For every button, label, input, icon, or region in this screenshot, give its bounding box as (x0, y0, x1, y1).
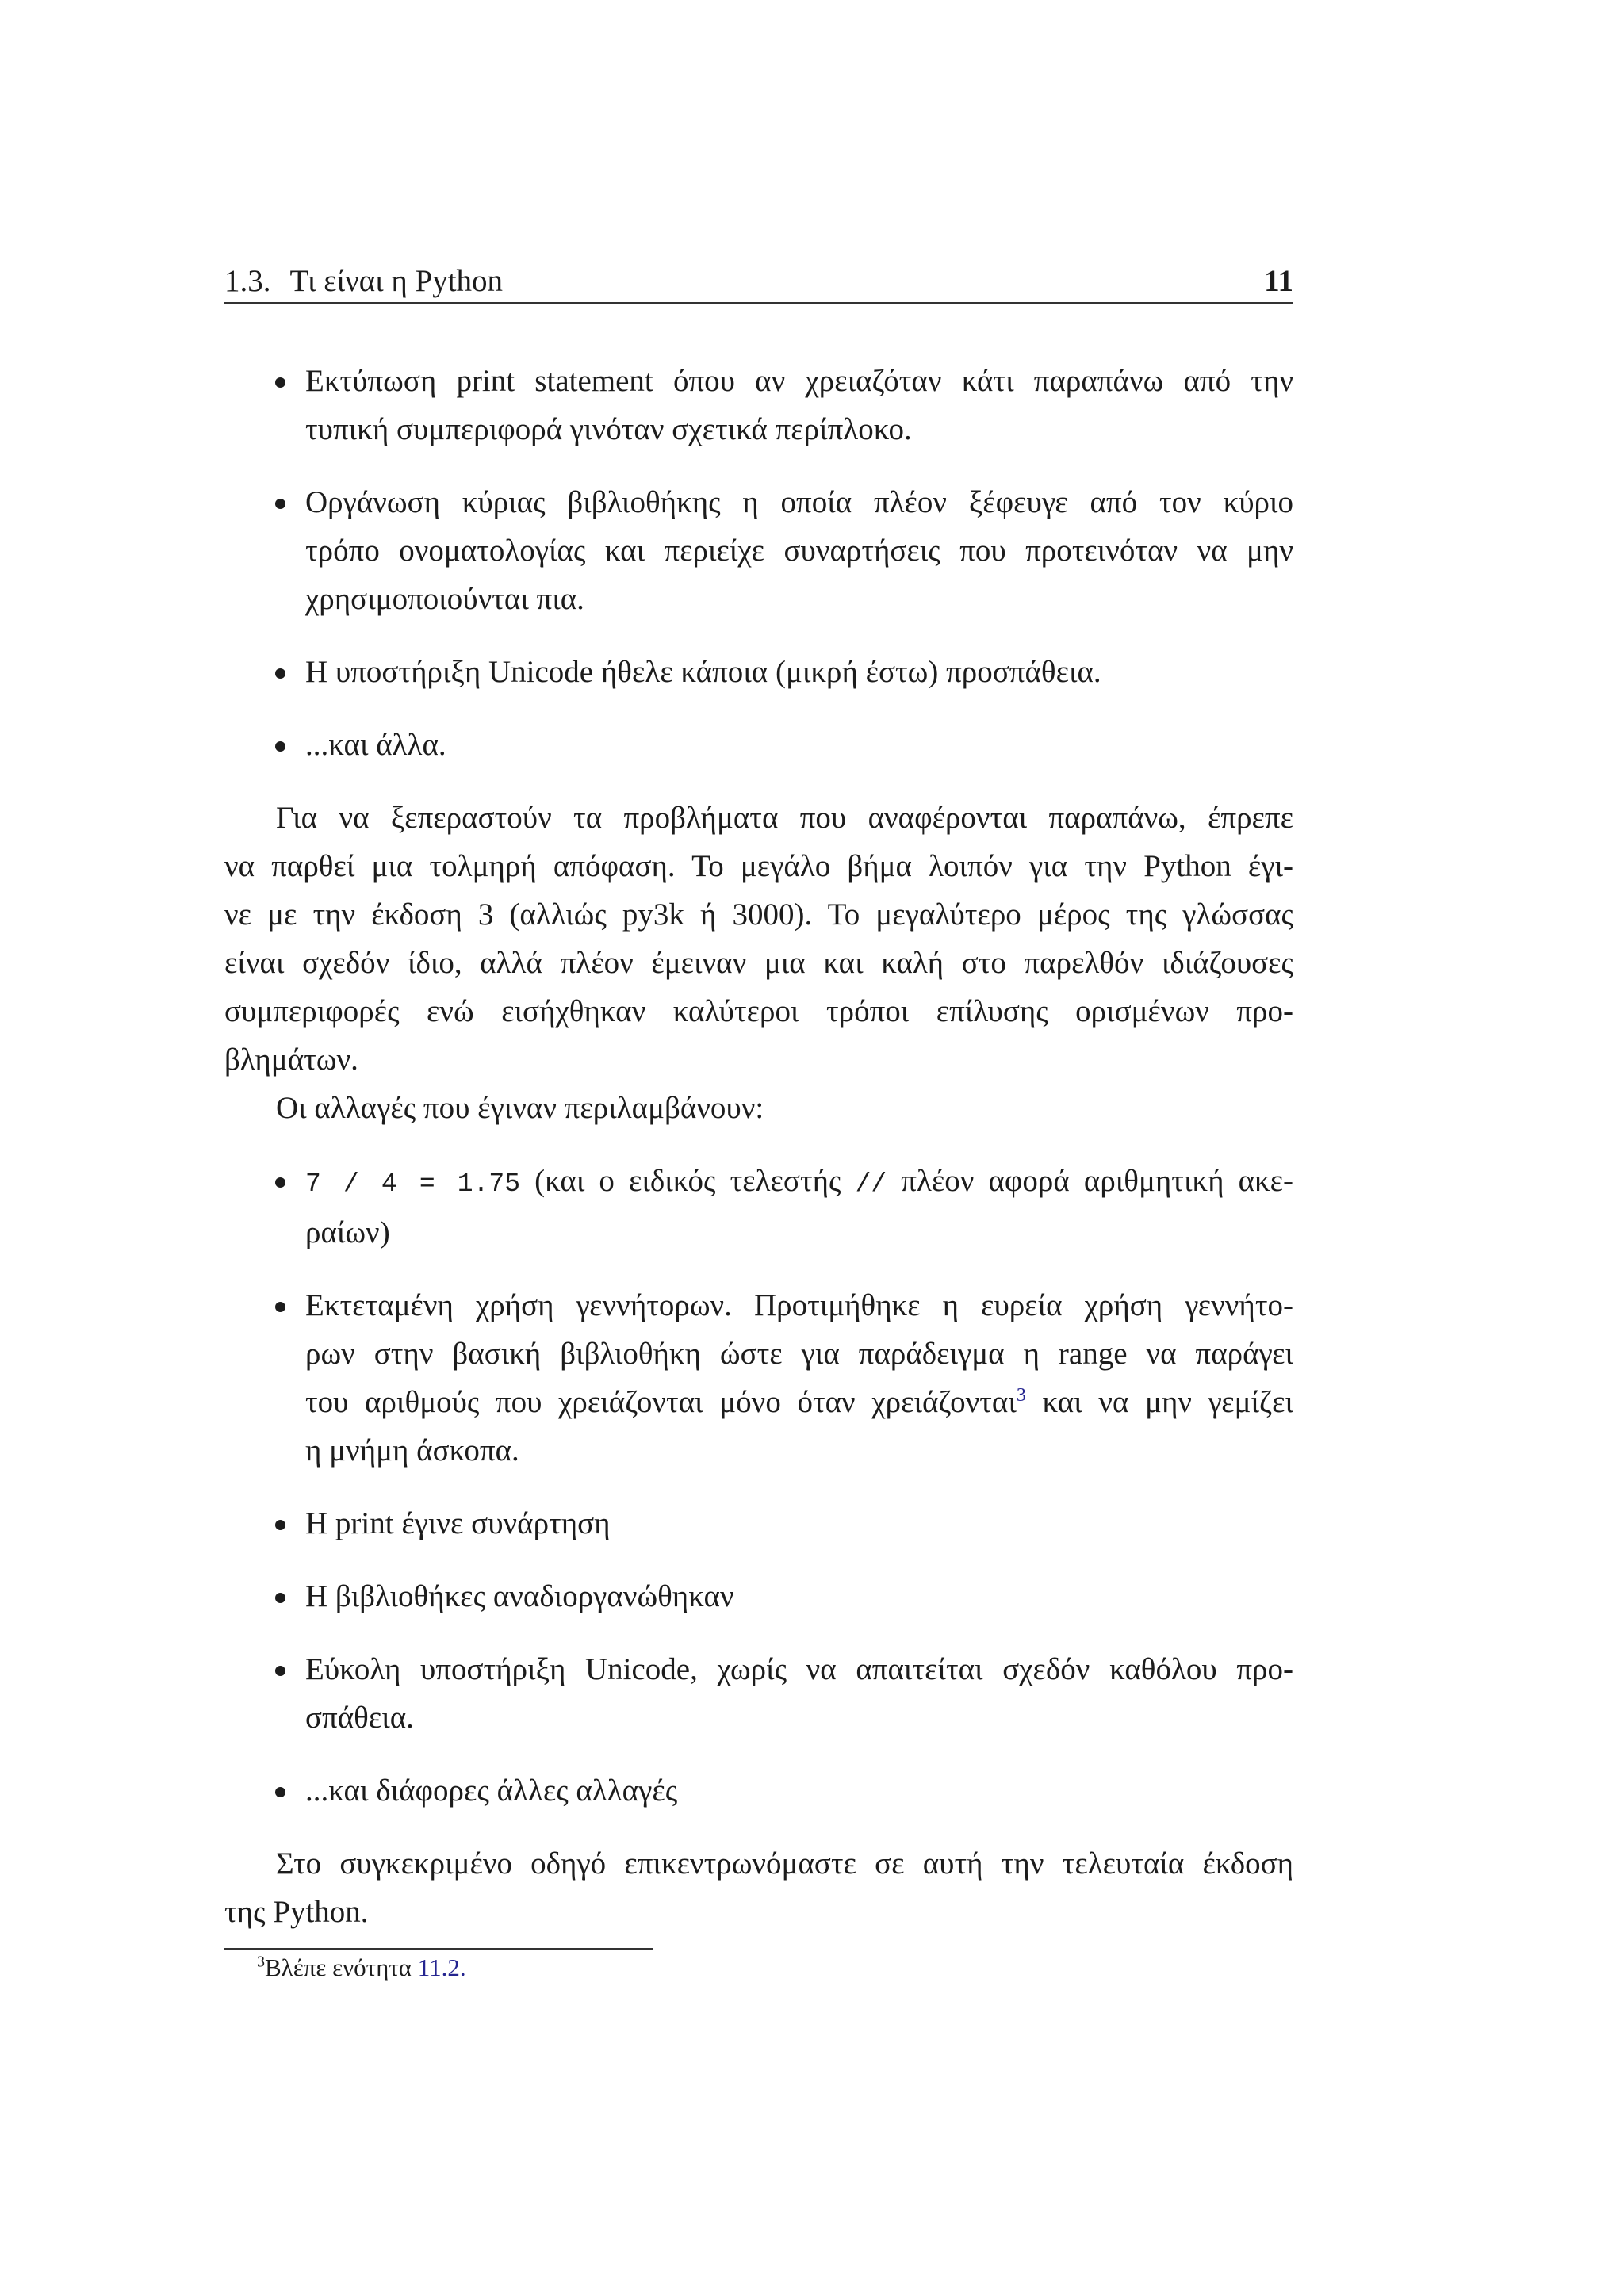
text-segment: (και ο ειδικός τελεστής (534, 1164, 841, 1198)
text-line (305, 1157, 1293, 1208)
bullet-icon (275, 499, 285, 509)
list-item (224, 478, 1293, 623)
code-operator: // (855, 1169, 887, 1199)
text-line: της Python. (224, 1895, 369, 1929)
bullet-icon (275, 1593, 285, 1603)
text-line: είναι σχεδόν ίδιο, αλλά πλέον έμειναν μια και καλή στο παρελθόν ιδιάζουσες (224, 946, 1293, 980)
section-title: Τι είναι η Python (289, 264, 504, 298)
bullet-icon (275, 1666, 285, 1676)
footnote-rule (224, 1948, 653, 1950)
list-item (224, 1281, 1293, 1475)
text-line: να παρθεί μια τολμηρή απόφαση. Το μεγάλο βήμα λοιπόν για την Python έγι- (224, 849, 1293, 883)
footnote-text: Βλέπε ενότητα (265, 1954, 412, 1981)
list-item (224, 357, 1293, 453)
list-item (224, 1572, 1293, 1621)
text-line: ρων στην βασική βιβλιοθήκη ώστε για παράδειγμα η range να παράγει (305, 1337, 1293, 1371)
bullet-icon (275, 1787, 285, 1797)
footnote-link[interactable]: 3 (1016, 1385, 1026, 1406)
bullet-icon (275, 1177, 285, 1188)
text-line: ...και άλλα. (305, 728, 446, 762)
text-line: Οργάνωση κύριας βιβλιοθήκης η οποία πλέον ξέφευγε από τον κύριο (305, 485, 1293, 519)
text-line: συμπεριφορές ενώ εισήχθηκαν καλύτεροι τρόποι επίλυσης ορισμένων προ- (224, 994, 1293, 1028)
intro-paragraph (224, 794, 1293, 1084)
list-item (224, 648, 1293, 696)
closing-paragraph (224, 1839, 1293, 1936)
changes-list (224, 1157, 1293, 1815)
text-line: Η υποστήριξη Unicode ήθελε κάποια (μικρή έστω) προσπάθεια. (305, 655, 1101, 689)
footnote-number: 3 (257, 1953, 265, 1971)
text-line: Εκτύπωση print statement όπου αν χρειαζόταν κάτι παραπάνω από την (305, 364, 1293, 398)
text-line: Εύκολη υποστήριξη Unicode, χωρίς να απαιτείται σχεδόν καθόλου προ- (305, 1652, 1293, 1686)
text-line (305, 1378, 1293, 1426)
main-text (224, 357, 1293, 1936)
list-item (224, 1157, 1293, 1257)
text-line: τρόπο ονοματολογίας και περιείχε συναρτήσεις που προτεινόταν να μην (305, 534, 1293, 568)
header-rule (224, 302, 1293, 304)
text-line: Για να ξεπεραστούν τα προβλήματα που αναφέρονται παραπάνω, έπρεπε (276, 801, 1293, 835)
code-expression: 7 / 4 = 1.75 (305, 1169, 521, 1199)
section-number: 1.3. (224, 264, 271, 298)
text-line: Η print έγινε συνάρτηση (305, 1506, 611, 1540)
text-line: τυπική συμπεριφορά γινόταν σχετικά περίπλοκο. (305, 412, 912, 446)
text-line: Οι αλλαγές που έγιναν περιλαμβάνουν: (276, 1091, 764, 1125)
bullet-icon (275, 1302, 285, 1312)
list-item (224, 1499, 1293, 1548)
text-segment: του αριθμούς που χρειάζονται μόνο όταν χρειάζονται (305, 1385, 1017, 1419)
text-line: σπάθεια. (305, 1701, 414, 1735)
bullet-icon (275, 377, 285, 388)
text-line: η μνήμη άσκοπα. (305, 1433, 519, 1468)
text-line: Η βιβλιοθήκες αναδιοργανώθηκαν (305, 1579, 734, 1613)
list-item (224, 1766, 1293, 1815)
changes-intro-paragraph (224, 1084, 1293, 1132)
text-line: ραίων) (305, 1215, 390, 1249)
text-segment: πλέον αφορά αριθμητική ακε- (901, 1164, 1294, 1198)
text-line: Στο συγκεκριμένο οδηγό επικεντρωνόμαστε σε αυτή την τελευταία έκδοση (276, 1846, 1293, 1881)
page-number: 11 (1264, 264, 1293, 298)
text-line: νε με την έκδοση 3 (αλλιώς py3k ή 3000). Το μεγαλύτερο μέρος της γλώσσας (224, 897, 1293, 932)
list-item (224, 721, 1293, 769)
list-item (224, 1645, 1293, 1742)
bullet-icon (275, 668, 285, 679)
text-line: ...και διάφορες άλλες αλλαγές (305, 1774, 678, 1808)
section-reference-link[interactable]: 11.2. (417, 1954, 466, 1981)
text-line: βλημάτων. (224, 1043, 358, 1077)
problems-list (224, 357, 1293, 769)
bullet-icon (275, 741, 285, 752)
bullet-icon (275, 1520, 285, 1530)
running-header (224, 257, 1293, 305)
text-line: χρησιμοποιούνται πια. (305, 582, 584, 616)
text-line: Εκτεταμένη χρήση γεννήτορων. Προτιμήθηκε η ευρεία χρήση γεννήτο- (305, 1288, 1293, 1322)
text-segment: και να μην γεμίζει (1042, 1385, 1294, 1419)
footnote (257, 1952, 466, 1984)
